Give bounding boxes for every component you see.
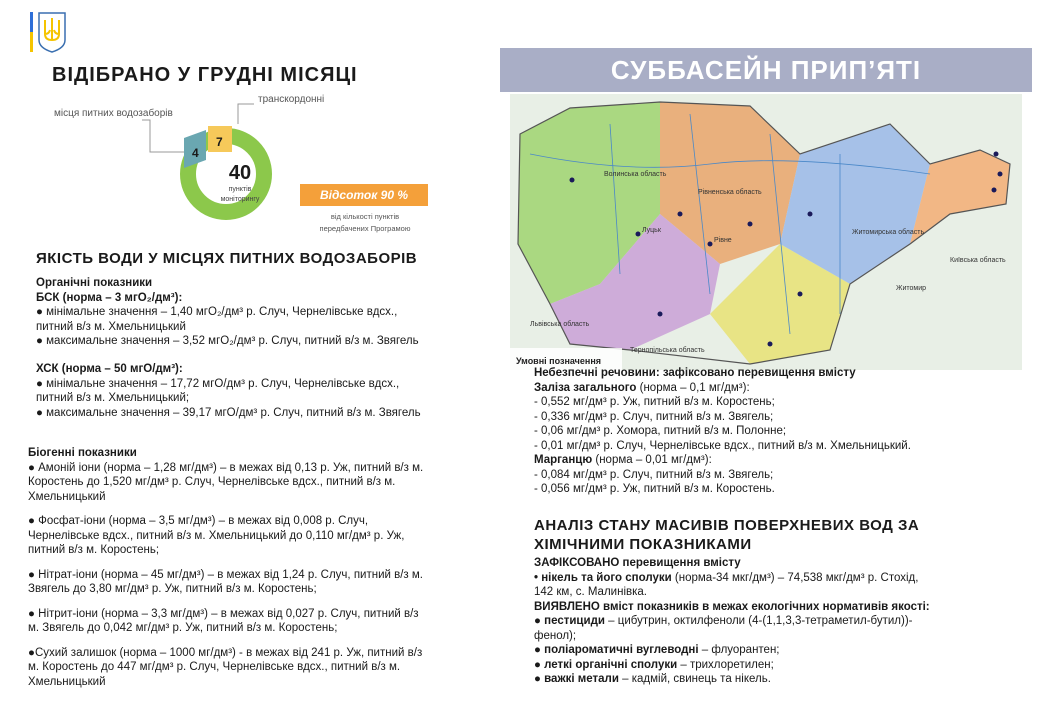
nickel-text: (норма-34 мкг/дм³) – 74,538 мкг/дм³ р. Стохід,	[674, 571, 919, 584]
nitrate-2: Звягель до 3,80 мг/дм³ р. Уж, питний в/з м. Коростень;	[28, 583, 317, 595]
found-title: ВИЯВЛЕНО вміст показників в межах екологічних нормативів якості:	[534, 600, 930, 613]
map-label-volyn: Волинська область	[604, 171, 667, 178]
nitrite-1: ● Нітрит-іони (норма – 3,3 мг/дм³) – в межах від 0,027 р. Случ, питний в/з	[28, 607, 419, 620]
organic-title: Органічні показники	[36, 277, 153, 289]
drinking-count: 4	[192, 146, 199, 160]
percent-note-1: від кількості пунктів	[330, 212, 400, 221]
map-label-kyiv: Київська область	[950, 257, 1006, 264]
dry-residue-1: ●Сухий залишок (норма – 1000 мг/дм³) - в межах від 241 р. Уж, питний в/з	[28, 646, 423, 659]
nickel-label: • нікель та його сполуки	[534, 571, 672, 584]
ammonium-3: Хмельницький	[28, 490, 106, 503]
label-drinking-intakes: місця питних водозаборів	[54, 108, 173, 119]
voc-label: ● леткі органічні сполуки	[534, 658, 678, 671]
pesticides-label: ● пестициди	[534, 615, 605, 627]
basin-map	[510, 94, 1022, 370]
hazard-title: Небезпечні речовини: зафіксовано перевищення вмісту	[534, 367, 856, 379]
mn-title: Марганцю	[534, 454, 593, 466]
iron-4: - 0,01 мг/дм³ р. Случ, Чернелівське вдсх., питний в/з м. Хмельницький.	[534, 439, 911, 452]
quality-heading: ЯКІСТЬ ВОДИ У МІСЦЯХ ПИТНИХ ВОДОЗАБОРІВ	[36, 250, 418, 267]
phosphate-3: питний в/з м. Коростень;	[28, 544, 160, 556]
map-city-lutsk: Луцьк	[642, 227, 661, 234]
total-caption-1: пунктів	[228, 186, 252, 193]
mn-1: - 0,084 мг/дм³ р. Случ, питний в/з м. Звягель;	[534, 468, 774, 481]
iron-2: - 0,336 мг/дм³ р. Случ, питний в/з м. Звягель;	[534, 410, 774, 423]
pesticides-text: – цибутрин, октилфеноли (4-(1,1,3,3-тетраметил-бутил))-	[608, 615, 913, 627]
label-transboundary: транскордонні	[258, 94, 325, 105]
biogenic-title: Біогенні показники	[28, 447, 137, 459]
ammonium-1: ● Амоній іони (норма – 1,28 мг/дм³) – в межах від 0,13 р. Уж, питний в/з м.	[28, 461, 424, 474]
pesticides-text-2: фенол);	[534, 629, 577, 642]
page-title: ВІДІБРАНО У ГРУДНІ МІСЯЦІ	[52, 64, 358, 86]
dry-residue-3: Хмельницький	[28, 675, 106, 688]
nitrate-1: ● Нітрат-іони (норма – 45 мг/дм³) – в межах від 1,24 р. Случ, питний в/з м.	[28, 568, 424, 581]
map-label-rivne: Рівненська область	[698, 189, 762, 196]
dry-residue-2: м. Коростень до 447 мг/дм³ р. Случ, Чернелівське вдсх., питний в/з м.	[28, 661, 401, 673]
iron-norm: (норма – 0,1 мг/дм³):	[639, 381, 750, 394]
hsk-block	[36, 362, 421, 420]
analysis-heading-2: ХІМІЧНИМИ ПОКАЗНИКАМИ	[534, 536, 752, 553]
pah-text: – флуорантен;	[701, 644, 780, 656]
analysis-block	[534, 556, 930, 687]
hsk-max: ● максимальне значення – 39,17 мгО/дм³ р. Случ, питний в/з м. Звягель	[36, 406, 421, 419]
iron-1: - 0,552 мг/дм³ р. Уж, питний в/з м. Коростень;	[534, 396, 775, 408]
bsk-min-2: питний в/з м. Хмельницький	[36, 320, 186, 333]
bsk-max: ● максимальне значення – 3,52 мгО₂/дм³ р. Случ, питний в/з м. Звягель	[36, 335, 419, 347]
hsk-min-1: ● мінімальне значення – 17,72 мгО/дм³ р. Случ, Чернелівське вдсх.,	[36, 377, 400, 390]
transboundary-count: 7	[216, 135, 223, 149]
mn-2: - 0,056 мг/дм³ р. Уж, питний в/з м. Коростень.	[534, 483, 775, 495]
map-label-lviv: Львівська область	[530, 321, 590, 328]
exceed-title: ЗАФІКСОВАНО перевищення вмісту	[534, 557, 741, 569]
hsk-min-2: питний в/з м. Хмельницький;	[36, 392, 190, 404]
hazard-block	[534, 366, 911, 497]
hsk-title: ХСК (норма – 50 мгО/дм³):	[36, 363, 183, 375]
iron-title: Заліза загального	[534, 381, 637, 394]
total-count: 40	[228, 162, 252, 184]
organic-block	[36, 276, 419, 349]
percent-note-2: передбачених Програмою	[319, 224, 411, 233]
phosphate-1: ● Фосфат-іони (норма – 3,5 мг/дм³) – в межах від 0,008 р. Случ,	[28, 515, 369, 527]
bsk-title: БСК (норма – 3 мгО₂/дм³):	[36, 291, 183, 304]
nitrite-2: м. Звягель до 0,042 мг/дм³ р. Уж, питний в/з м. Коростень;	[28, 622, 338, 634]
voc-text: – трихлоретилен;	[680, 658, 774, 671]
percent-badge: Відсоток 90 %	[300, 184, 428, 206]
ammonium-2: Коростень до 1,520 мг/дм³ р. Случ, Чернелівське вдсх., питний в/з м.	[28, 476, 396, 488]
subbasin-banner: СУББАСЕЙН ПРИП’ЯТІ	[500, 48, 1032, 92]
phosphate-2: Чернелівське вдсх., питний в/з м. Хмельницький до 0,110 мг/дм³ р. Уж,	[28, 529, 405, 542]
metals-label: ● важкі метали	[534, 673, 619, 685]
map-city-rivne: Рівне	[714, 237, 732, 244]
mn-norm: (норма – 0,01 мг/дм³):	[595, 454, 712, 466]
total-caption-2: моніторингу	[220, 196, 260, 203]
pah-label: ● поліароматичні вуглеводні	[534, 644, 699, 656]
map-label-ternopil: Тернопільська область	[630, 347, 705, 354]
analysis-heading	[534, 516, 919, 554]
iron-3: - 0,06 мг/дм³ р. Хомора, питний в/з м. Полонне;	[534, 425, 787, 437]
nickel-text-2: 142 км, с. Малинівка.	[534, 586, 647, 598]
map-label-zhytomyr: Житомирська область	[852, 229, 925, 236]
metals-text: – кадмій, свинець та нікель.	[622, 673, 771, 685]
map-legend-label: Умовні позначення	[516, 356, 602, 366]
biogenic-block	[28, 446, 423, 689]
map-city-zhytomyr: Житомир	[896, 285, 927, 292]
analysis-heading-1: АНАЛІЗ СТАНУ МАСИВІВ ПОВЕРХНЕВИХ ВОД ЗА	[534, 517, 920, 534]
bsk-min-1: ● мінімальне значення – 1,40 мгО₂/дм³ р. Случ, Чернелівське вдсх.,	[36, 306, 398, 318]
